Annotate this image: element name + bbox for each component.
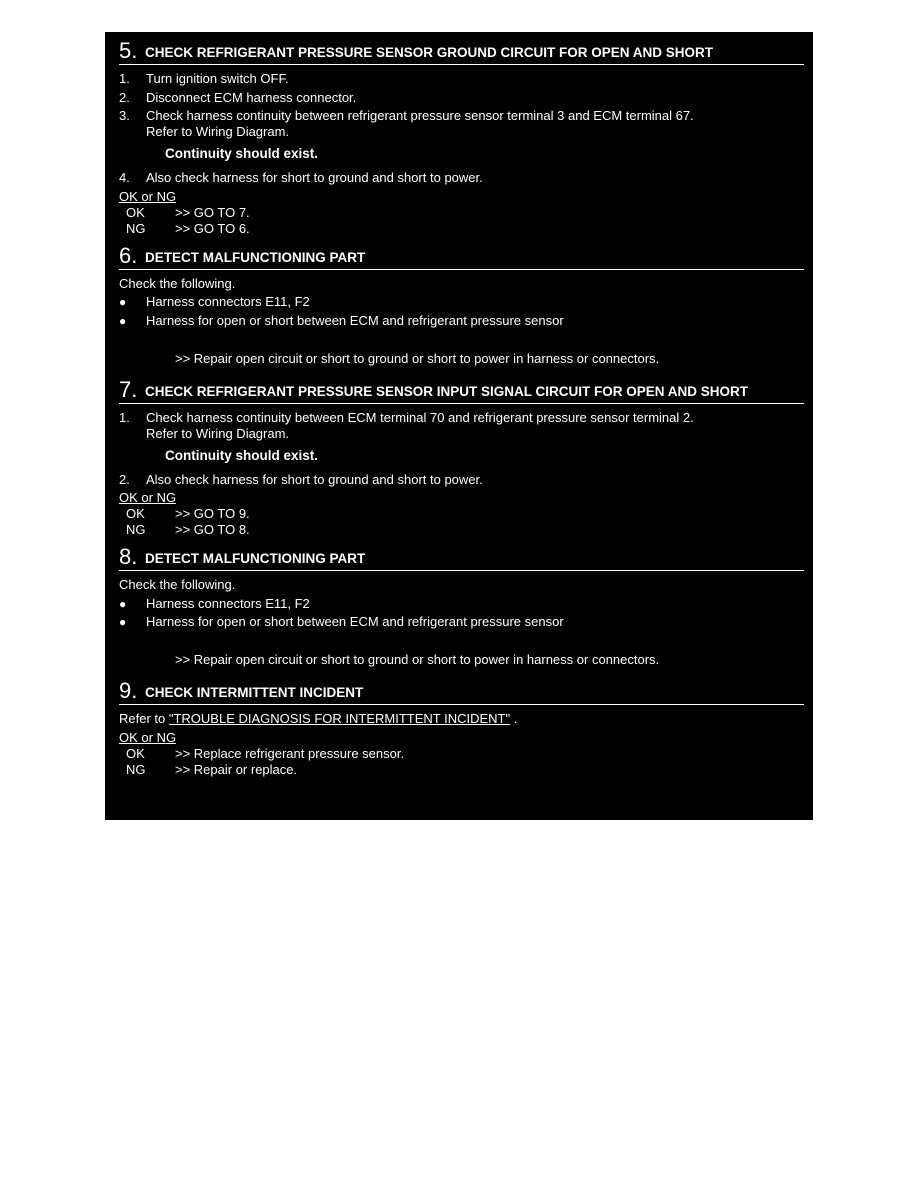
step-number: 9.	[119, 678, 138, 703]
step-title: CHECK INTERMITTENT INCIDENT	[145, 685, 364, 700]
step-9-header	[119, 672, 804, 705]
emphasis-text: Continuity should exist.	[165, 447, 319, 463]
procedure-panel	[105, 32, 813, 820]
list-item: ● Harness for open or short between ECM and refrigerant pressure sensor	[119, 614, 564, 629]
repair-text: >> Repair open circuit or short to ground or short to power in harness or connectors.	[175, 652, 660, 667]
step-number: 8.	[119, 544, 138, 569]
step-title: CHECK REFRIGERANT PRESSURE SENSOR GROUND CIRCUIT FOR OPEN AND SHORT	[145, 45, 714, 60]
step-8-header	[119, 538, 804, 571]
ng-row: NG >> Repair or replace.	[126, 761, 298, 777]
list-item: ● Harness for open or short between ECM and refrigerant pressure sensor	[119, 312, 564, 328]
intermittent-incident-link[interactable]: "TROUBLE DIAGNOSIS FOR INTERMITTENT INCIDENT"	[168, 711, 511, 726]
refer-line: Refer to "TROUBLE DIAGNOSIS FOR INTERMITTENT INCIDENT" .	[119, 711, 518, 726]
ok-ng-title: OK or NG	[119, 188, 177, 204]
step-7-header	[119, 371, 804, 404]
intro-text: Check the following.	[119, 275, 236, 291]
step-number: 6.	[119, 242, 138, 268]
ok-ng-title: OK or NG	[119, 490, 177, 505]
step-title: CHECK REFRIGERANT PRESSURE SENSOR INPUT SIGNAL CIRCUIT FOR OPEN AND SHORT	[145, 383, 749, 399]
step-title: DETECT MALFUNCTIONING PART	[145, 249, 366, 265]
list-item: 2. Disconnect ECM harness connector.	[119, 89, 357, 105]
bullet-icon: ●	[119, 615, 127, 629]
emphasis-text: Continuity should exist.	[165, 146, 319, 161]
list-item: 2. Also check harness for short to ground and short to power.	[119, 471, 483, 487]
list-item: ● Harness connectors E11, F2	[119, 595, 310, 611]
step-5-header	[119, 32, 804, 65]
ng-row: NG >> GO TO 6.	[126, 220, 250, 236]
bullet-icon: ●	[119, 596, 127, 611]
list-item: 4. Also check harness for short to ground and short to power.	[119, 170, 483, 185]
bullet-icon: ●	[119, 313, 127, 328]
step-5-body	[119, 65, 813, 237]
step-number: 5.	[119, 38, 138, 63]
list-item: 1. Turn ignition switch OFF.	[119, 71, 289, 86]
step-7-body	[119, 404, 813, 539]
ok-row: OK >> Replace refrigerant pressure sensor.	[126, 745, 405, 761]
list-item: 1. Check harness continuity between ECM terminal 70 and refrigerant pressure sensor terminal 2. Refer to Wiring Diagram.	[119, 409, 694, 441]
ok-ng-title: OK or NG	[119, 729, 177, 745]
bullet-icon: ●	[119, 295, 127, 309]
ok-row: OK >> GO TO 9.	[126, 506, 250, 521]
repair-text: >> Repair open circuit or short to ground or short to power in harness or connectors.	[175, 350, 660, 366]
step-number: 7.	[119, 376, 138, 402]
list-item: ● Harness connectors E11, F2	[119, 294, 310, 309]
ok-row: OK >> GO TO 7.	[126, 204, 250, 220]
step-8-body	[119, 571, 813, 668]
step-9-body	[119, 705, 813, 778]
step-6-body	[119, 270, 813, 367]
step-title: DETECT MALFUNCTIONING PART	[145, 551, 366, 566]
list-item: 3. Check harness continuity between refrigerant pressure sensor terminal 3 and ECM terminal 67. Refer to Wiring Diagram.	[119, 108, 694, 139]
ng-row: NG >> GO TO 8.	[126, 522, 250, 537]
step-6-header	[119, 237, 804, 270]
intro-text: Check the following.	[119, 577, 236, 592]
